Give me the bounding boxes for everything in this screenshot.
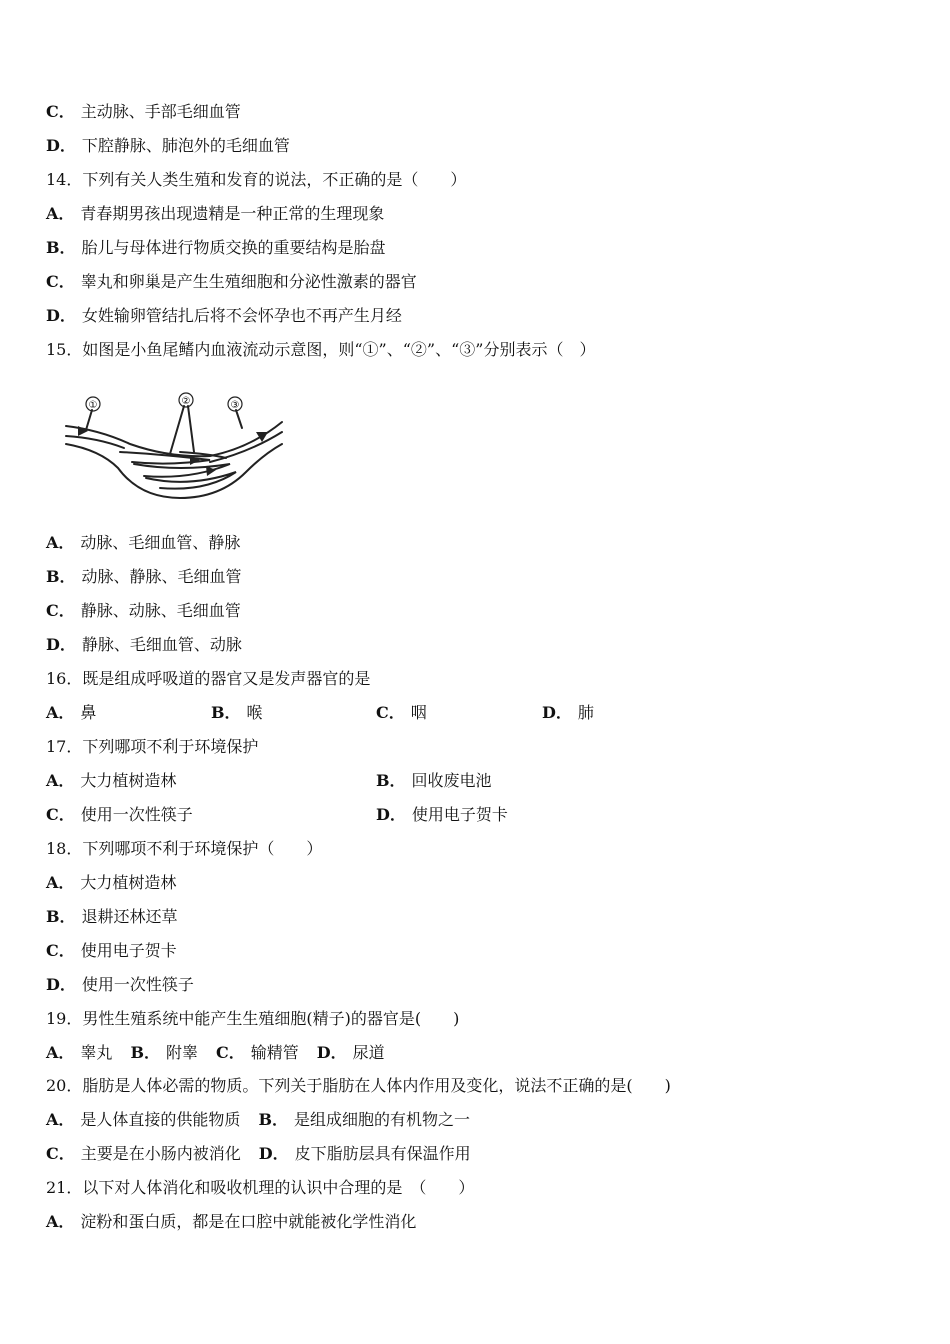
option-label: D． — [46, 975, 76, 994]
q18-option-a — [46, 872, 176, 894]
option-label: B． — [46, 907, 76, 926]
option-label: A． — [46, 703, 75, 722]
leader-line-1 — [86, 410, 92, 430]
q13-option-c — [46, 101, 241, 123]
option-label: B． — [130, 1043, 160, 1062]
option-text: 静脉、动脉、毛细血管 — [80, 601, 241, 620]
option-text: 静脉、毛细血管、动脉 — [81, 635, 242, 654]
q16-stem: 16．既是组成呼吸道的器官又是发声器官的是 — [46, 669, 371, 688]
option-label: C． — [376, 703, 405, 722]
option-text: 咽 — [410, 703, 427, 722]
option-text: 皮下脂肪层具有保温作用 — [294, 1144, 471, 1163]
q14-option-c — [46, 271, 417, 293]
q20-option-b — [258, 1110, 470, 1129]
q18-option-b — [46, 906, 178, 928]
option-text: 睾丸 — [80, 1043, 113, 1062]
option-text: 动脉、毛细血管、静脉 — [80, 533, 241, 552]
q20-options-row-1 — [46, 1109, 470, 1131]
q20-option-a — [46, 1110, 240, 1129]
q15-stem: 15．如图是小鱼尾鳍内血液流动示意图，则“①”、“②”、“③”分别表示（ ） — [46, 340, 596, 359]
label-1: ① — [88, 400, 98, 411]
option-label: A． — [46, 1043, 75, 1062]
option-label: C． — [46, 601, 75, 620]
option-label: B． — [46, 238, 76, 257]
option-text: 使用电子贺卡 — [80, 941, 177, 960]
option-text: 尿道 — [352, 1043, 385, 1062]
q19-option-a — [46, 1043, 112, 1062]
q19-option-c — [216, 1043, 299, 1062]
q14-option-a — [46, 203, 384, 225]
fish-tail-blood-flow-diagram — [60, 388, 290, 510]
option-label: D． — [316, 1043, 347, 1062]
option-label: D． — [376, 805, 406, 824]
q14-option-d — [46, 305, 402, 327]
option-text: 动脉、静脉、毛细血管 — [81, 567, 242, 586]
option-label: B． — [211, 703, 241, 722]
option-text: 睾丸和卵巢是产生生殖细胞和分泌性激素的器官 — [80, 272, 417, 291]
leader-line-3 — [236, 410, 242, 428]
option-label: C． — [46, 941, 75, 960]
label-2: ② — [181, 396, 191, 407]
option-text: 肺 — [577, 703, 594, 722]
option-label: D． — [46, 635, 76, 654]
option-text: 大力植树造林 — [80, 771, 177, 790]
option-label: A． — [46, 873, 75, 892]
q15-option-d — [46, 634, 242, 656]
q18-option-d — [46, 974, 194, 996]
q20-option-c — [46, 1144, 241, 1163]
option-label: C． — [46, 102, 75, 121]
option-label: C． — [215, 1043, 245, 1062]
q15-option-a — [46, 532, 240, 554]
q17-stem: 17．下列哪项不利于环境保护 — [46, 737, 259, 756]
leader-line-2b — [188, 406, 194, 452]
q21-option-a — [46, 1211, 416, 1233]
q19-options-row — [46, 1042, 385, 1064]
q14-option-b — [46, 237, 386, 259]
q19-option-b — [130, 1043, 198, 1062]
q21-stem: 21．以下对人体消化和吸收机理的认识中合理的是 （ ） — [46, 1178, 475, 1197]
option-label: D． — [46, 306, 76, 325]
q18-stem: 18．下列哪项不利于环境保护（ ） — [46, 839, 323, 858]
option-label: B． — [258, 1110, 288, 1129]
option-text: 使用一次性筷子 — [81, 975, 194, 994]
q18-option-c — [46, 940, 177, 962]
option-label: B． — [46, 567, 76, 586]
q17-option-b — [376, 770, 492, 792]
q16-option-a — [46, 702, 96, 724]
option-label: C． — [46, 1144, 75, 1163]
option-text: 退耕还林还草 — [81, 907, 178, 926]
option-label: A． — [46, 1212, 75, 1231]
option-text: 下腔静脉、肺泡外的毛细血管 — [81, 136, 290, 155]
q16-option-d — [542, 702, 594, 724]
option-text: 是组成细胞的有机物之一 — [293, 1110, 470, 1129]
option-text: 主动脉、手部毛细血管 — [80, 102, 241, 121]
label-3: ③ — [230, 400, 240, 411]
q14-stem: 14．下列有关人类生殖和发育的说法，不正确的是（ ） — [46, 170, 467, 189]
q16-options-row — [46, 702, 906, 724]
option-text: 胎儿与母体进行物质交换的重要结构是胎盘 — [81, 238, 386, 257]
q17-option-a — [46, 770, 176, 792]
option-label: B． — [376, 771, 406, 790]
option-label: A． — [46, 771, 75, 790]
leader-line-2a — [170, 406, 184, 454]
q13-option-d — [46, 135, 290, 157]
option-label: C． — [46, 272, 75, 291]
option-text: 输精管 — [250, 1043, 299, 1062]
q20-options-row-2 — [46, 1143, 471, 1165]
arrow-loop — [206, 466, 216, 476]
q19-option-d — [317, 1043, 385, 1062]
q16-option-c — [376, 702, 427, 724]
option-text: 是人体直接的供能物质 — [80, 1110, 241, 1129]
option-label: C． — [46, 805, 75, 824]
option-text: 回收废电池 — [411, 771, 492, 790]
q15-option-c — [46, 600, 241, 622]
q19-stem: 19．男性生殖系统中能产生生殖细胞(精子)的器官是( ) — [46, 1009, 460, 1028]
q15-option-b — [46, 566, 242, 588]
q17-option-c — [46, 804, 193, 826]
option-text: 淀粉和蛋白质，都是在口腔中就能被化学性消化 — [80, 1212, 417, 1231]
option-text: 喉 — [246, 703, 263, 722]
option-label: A． — [46, 204, 75, 223]
option-text: 女姓输卵管结扎后将不会怀孕也不再产生月经 — [81, 306, 402, 325]
option-text: 主要是在小肠内被消化 — [80, 1144, 241, 1163]
option-label: D． — [542, 703, 572, 722]
option-text: 使用电子贺卡 — [411, 805, 508, 824]
option-text: 使用一次性筷子 — [80, 805, 193, 824]
option-text: 鼻 — [80, 703, 97, 722]
q16-option-b — [211, 702, 263, 724]
q20-stem: 20．脂肪是人体必需的物质。下列关于脂肪在人体内作用及变化，说法不正确的是( ) — [46, 1076, 671, 1095]
q20-option-d — [259, 1144, 471, 1163]
option-label: D． — [46, 136, 76, 155]
q17-options-row-1 — [46, 770, 906, 792]
q17-options-row-2 — [46, 804, 906, 826]
option-text: 附睾 — [165, 1043, 198, 1062]
option-label: A． — [46, 1110, 75, 1129]
option-label: A． — [46, 533, 75, 552]
option-text: 大力植树造林 — [80, 873, 177, 892]
option-label: D． — [258, 1144, 289, 1163]
option-text: 青春期男孩出现遗精是一种正常的生理现象 — [80, 204, 385, 223]
q17-option-d — [376, 804, 508, 826]
